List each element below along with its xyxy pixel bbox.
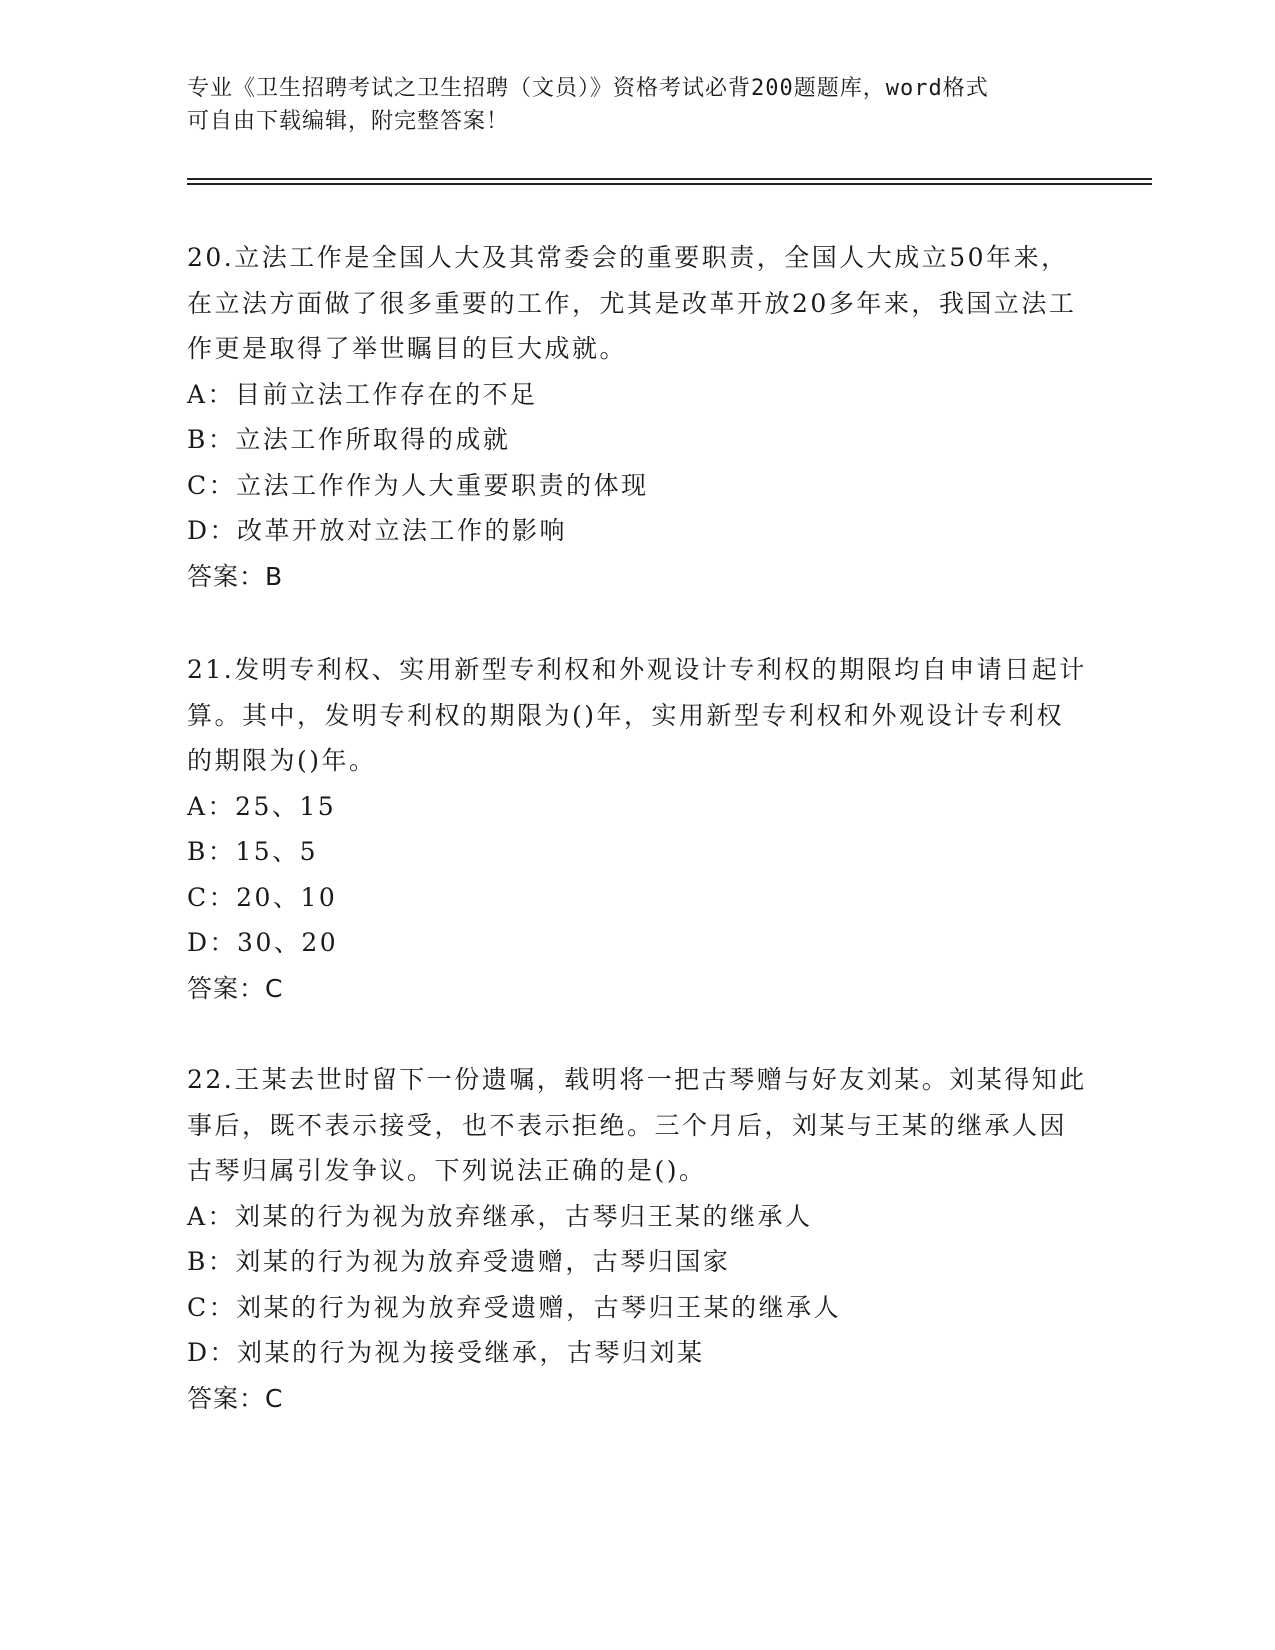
option-d: D：刘某的行为视为接受继承，古琴归刘某 (187, 1338, 705, 1367)
option-a: A：目前立法工作存在的不足 (187, 379, 538, 409)
answer-line: 答案：C (187, 973, 284, 1003)
question-stem: 22.王某去世时留下一份遗嘱，载明将一把古琴赠与好友刘某。刘某得知此事后，既不表示接受，也不表示拒绝。三个月后，刘某与王某的继承人因古琴归属引发争议。下列说法正确的是()。 (187, 1065, 1087, 1185)
option-d: D：改革开放对立法工作的影响 (187, 516, 568, 545)
answer-line: 答案：C (187, 1383, 284, 1413)
question-stem: 21.发明专利权、实用新型专利权和外观设计专利权的期限均自申请日起计算。其中，发明专利权的期限为()年，实用新型专利权和外观设计专利权的期限为()年。 (187, 655, 1087, 775)
option-d: D：30、20 (187, 928, 339, 957)
header-line-2: 可自由下载编辑，附完整答案！ (187, 109, 510, 134)
option-a: A：刘某的行为视为放弃继承，古琴归王某的继承人 (187, 1201, 813, 1231)
header-line-1: 专业《卫生招聘考试之卫生招聘（文员）》资格考试必背200题题库，word格式 (187, 76, 989, 101)
option-c: C：立法工作作为人大重要职责的体现 (187, 470, 649, 500)
document-header (187, 72, 1087, 138)
answer-line: 答案：B (187, 561, 284, 591)
option-b: B：刘某的行为视为放弃受遗赠，古琴归国家 (187, 1247, 731, 1276)
option-b: B：立法工作所取得的成就 (187, 425, 511, 454)
question-22 (187, 1057, 1087, 1421)
header-divider-top (187, 178, 1152, 180)
question-stem: 20.立法工作是全国人大及其常委会的重要职责，全国人大成立50年来，在立法方面做了很多重要的工作，尤其是改革开放20多年来，我国立法工作更是取得了举世瞩目的巨大成就。 (187, 243, 1077, 363)
question-20 (187, 235, 1087, 599)
header-divider-bottom (187, 183, 1152, 185)
question-21 (187, 647, 1087, 1011)
option-c: C：20、10 (187, 882, 338, 912)
option-b: B：15、5 (187, 837, 319, 866)
option-a: A：25、15 (187, 791, 337, 821)
option-c: C：刘某的行为视为放弃受遗赠，古琴归王某的继承人 (187, 1292, 842, 1322)
